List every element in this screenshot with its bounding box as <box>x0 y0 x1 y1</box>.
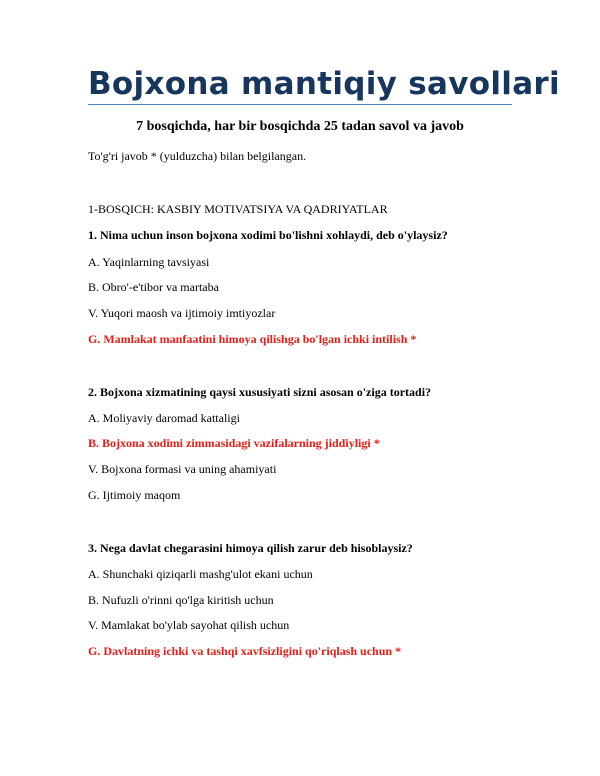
document-title: Bojxona mantiqiy savollari <box>88 66 560 102</box>
answer-option: B. Nufuzli o'rinni qo'lga kiritish uchun <box>88 593 274 607</box>
answer-option: A. Moliyaviy daromad kattaligi <box>88 411 240 425</box>
answer-option: A. Shunchaki qiziqarli mashg'ulot ekani uchun <box>88 567 313 581</box>
section-heading: 1-BOSQICH: KASBIY MOTIVATSIYA VA QADRIYATLAR <box>88 202 388 216</box>
answer-option: V. Bojxona formasi va uning ahamiyati <box>88 462 277 476</box>
correct-answer-option: B. Bojxona xodimi zimmasidagi vazifalarning jiddiyligi * <box>88 436 380 450</box>
document-subtitle: 7 bosqichda, har bir bosqichda 25 tadan savol va javob <box>136 119 464 134</box>
answer-option: G. Ijtimoiy maqom <box>88 488 181 502</box>
answer-option: V. Mamlakat bo'ylab sayohat qilish uchun <box>88 618 290 632</box>
question-text: 1. Nima uchun inson bojxona xodimi bo'lishni xohlaydi, deb o'ylaysiz? <box>88 228 448 242</box>
question-text: 2. Bojxona xizmatining qaysi xususiyati sizni asosan o'ziga tortadi? <box>88 385 432 399</box>
answer-option: B. Obro'-e'tibor va martaba <box>88 280 219 294</box>
answer-note: To'g'ri javob * (yulduzcha) bilan belgilangan. <box>88 149 307 163</box>
question-text: 3. Nega davlat chegarasini himoya qilish zarur deb hisoblaysiz? <box>88 541 413 555</box>
correct-answer-option: G. Mamlakat manfaatini himoya qilishga bo'lgan ichki intilish * <box>88 332 417 346</box>
answer-option: V. Yuqori maosh va ijtimoiy imtiyozlar <box>88 306 276 320</box>
answer-option: A. Yaqinlarning tavsiyasi <box>88 255 210 269</box>
title-underline <box>88 104 512 105</box>
correct-answer-option: G. Davlatning ichki va tashqi xavfsizligini qo'riqlash uchun * <box>88 644 402 658</box>
